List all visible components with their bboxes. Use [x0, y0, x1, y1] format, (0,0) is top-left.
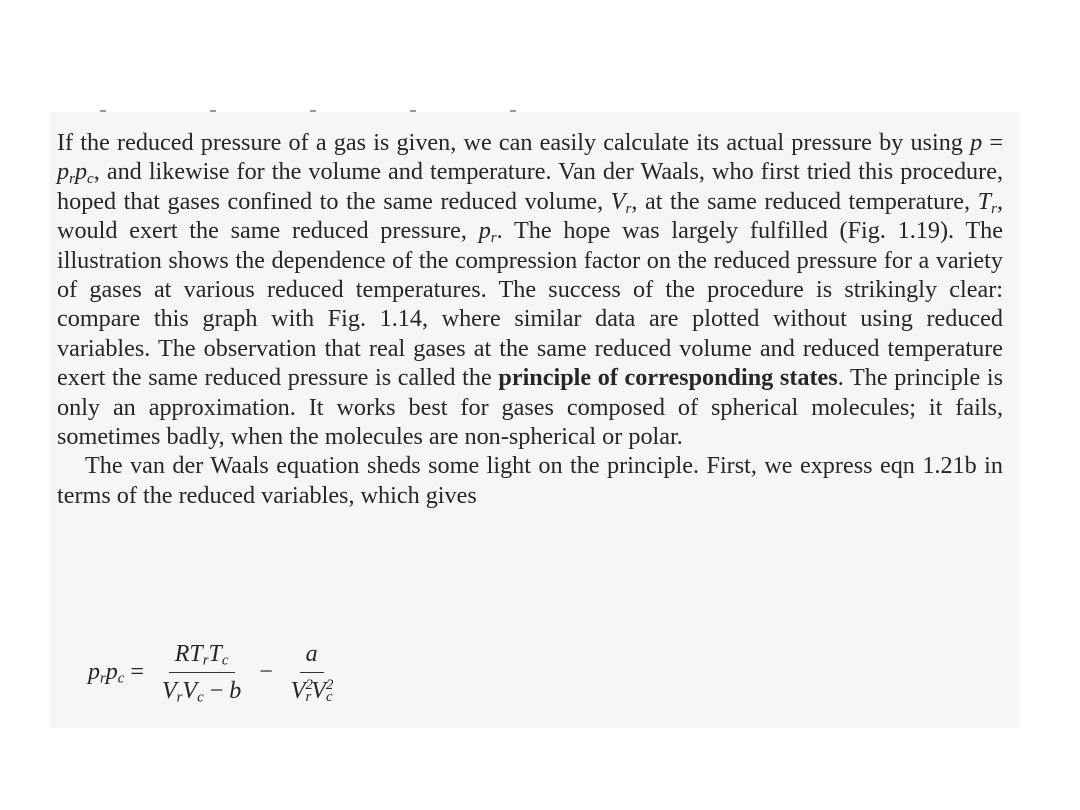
fraction-1-numerator: $RT_rT_c$ — [169, 638, 235, 673]
fraction-2 — [285, 638, 339, 707]
paragraph-1: If the reduced pressure of a gas is given, we can easily calculate its actual pressure by using $p = p_rp_c$, and likewise for the volume and temperature. Van der Waals, who first tried this procedure, hoped that gases confined to the same reduced volume, $V_r$, at the same reduced temperature, $T_r$, would exert the same reduced pressure, $p_r$. The hope was largely fulfilled (Fig. 1.19). The illustration shows the dependence of the compression factor on the reduced pressure for a variety of gases at various reduced temperatures. The success of the procedure is strikingly clear: compare this graph with Fig. 1.14, where similar data are plotted without using reduced variables. The observation that real gases at the same reduced volume and reduced temperature exert the same reduced pressure is called the principle of corresponding states. The principle is only an approximation. It works best for gases composed of spherical molecules; it fails, sometimes badly, when the molecules are non-spherical or polar. — [57, 129, 1003, 451]
body-text — [57, 128, 1003, 510]
fraction-1 — [156, 638, 247, 707]
fraction-2-numerator: a — [300, 638, 324, 673]
equation — [88, 632, 408, 712]
minus-sign: − — [259, 658, 273, 685]
fraction-1-denominator: $V_rV_c - b$ — [161, 677, 242, 706]
symbol-vr: $V_r$ — [610, 187, 632, 217]
symbol-pr: $p_r$ — [478, 217, 497, 246]
cut-off-previous-line — [100, 110, 520, 114]
formula-p-equals-pr-pc: $p = p_rp_c$ — [57, 129, 1003, 188]
fraction-2-denominator: $V^2_rV^2_c$ — [290, 676, 334, 706]
equation-lhs: $p_rp_c$ — [88, 658, 125, 687]
bold-term: principle of corresponding states — [498, 364, 838, 392]
symbol-tr: $T_r$ — [977, 187, 997, 217]
paragraph-2: The van der Waals equation sheds some light on the principle. First, we express eqn 1.21b in terms of the reduced variables, which gives — [57, 452, 1003, 509]
equals-sign: = — [130, 658, 144, 685]
